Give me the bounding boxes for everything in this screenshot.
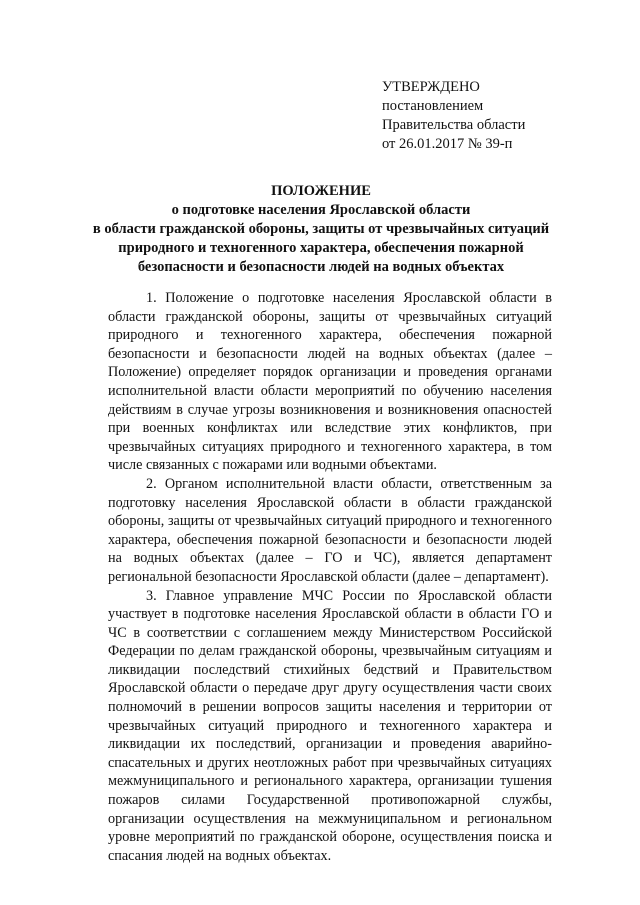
approval-date-number: от 26.01.2017 № 39-п — [382, 136, 513, 152]
approval-resolution-label: постановлением — [382, 98, 484, 114]
heading-line-4: безопасности и безопасности людей на водных объектах — [137, 259, 505, 275]
approval-title: УТВЕРЖДЕНО — [382, 79, 480, 95]
document-heading — [92, 182, 550, 277]
heading-line-2: в области гражданской обороны, защиты от чрезвычайных ситуаций — [92, 221, 550, 237]
heading-line-1: о подготовке населения Ярославской области — [171, 202, 471, 218]
heading-line-3: природного и техногенного характера, обеспечения пожарной — [118, 240, 524, 256]
approval-stamp — [382, 78, 602, 154]
paragraph-3: 3. Главное управление МЧС России по Ярославской области участвует в подготовке населения Ярославской области в области ГО и ЧС в соответствии с соглашением между Министерством Российской Федерации по делам гражданской обороны, чрезвычайным ситуациям и ликвидации последствий стихийных бедствий и Правительством Ярославской области о передаче друг другу осуществления части своих полномочий в решении вопросов защиты населения и территории от чрезвычайных ситуаций природного и техногенного характера и ликвидации их последствий, организации и проведения аварийно-спасательных и других неотложных работ при чрезвычайных ситуациях межмуниципального и регионального характера, организации тушения пожаров силами Государственной противопожарной службы, организации осуществления на межмуниципальном и региональном уровне мероприятий по гражданской обороне, осуществления поиска и спасания людей на водных объектах. — [108, 587, 552, 864]
document-title: ПОЛОЖЕНИЕ — [271, 183, 371, 199]
paragraph-1: 1. Положение о подготовке населения Ярославской области в области гражданской обороны, защиты от чрезвычайных ситуаций природного и техногенного характера, обеспечения пожарной безопасности и безопасности людей на водных объектах (далее – Положение) определяет порядок организации и проведения органами исполнительной власти области мероприятий по обучению населения действиям в случае угрозы возникновения и возникновения опасностей при военных конфликтах или вследствие этих конфликтов, при чрезвычайных ситуациях природного и техногенного характера, в том числе связанных с пожарами или водными объектами. — [108, 290, 552, 474]
approval-authority: Правительства области — [382, 117, 526, 133]
document-body — [108, 289, 552, 865]
paragraph-2: 2. Органом исполнительной власти области, ответственным за подготовку населения Ярославской области в области гражданской обороны, защиты от чрезвычайных ситуаций природного и техногенного характера, обеспечения пожарной безопасности и безопасности людей на водных объектах (далее – ГО и ЧС), является департамент региональной безопасности Ярославской области (далее – департамент). — [108, 475, 552, 585]
